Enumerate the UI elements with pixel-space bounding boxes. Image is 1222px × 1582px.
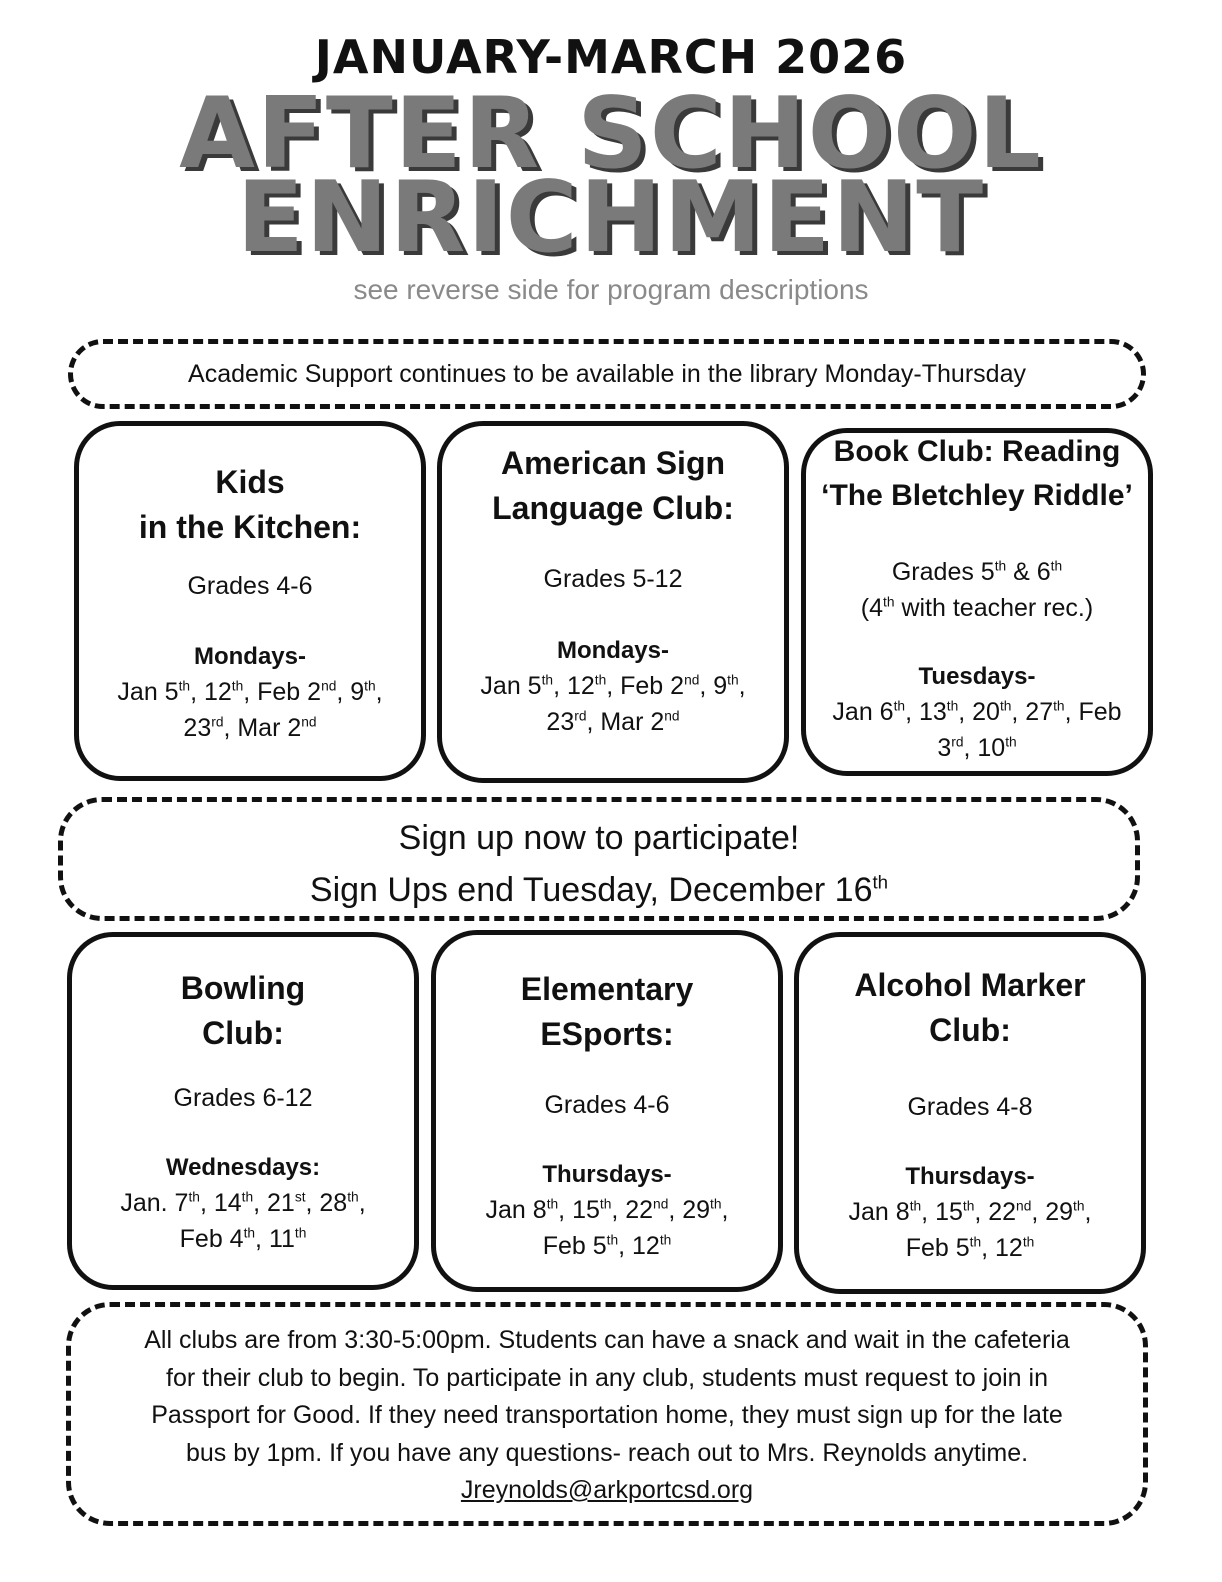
academic-support-text: Academic Support continues to be available in the library Monday-Thursday xyxy=(188,359,1026,388)
club-grades xyxy=(806,554,1148,626)
club-grades: Grades 6-12 xyxy=(173,1084,313,1112)
club-name-line1: Elementary xyxy=(520,971,694,1007)
club-name-line2: Language Club: xyxy=(492,490,734,526)
club-name-line2: Club: xyxy=(929,1012,1011,1048)
info-footer xyxy=(66,1302,1148,1526)
club-grades: Grades 4-6 xyxy=(544,1091,670,1119)
footer-line4: bus by 1pm. If you have any questions- reach out to Mrs. Reynolds anytime. xyxy=(185,1438,1029,1467)
club-dates-line2: 23rd, Mar 2nd xyxy=(183,714,317,742)
club-dates xyxy=(72,1185,414,1257)
club-grades-note: (4th with teacher rec.) xyxy=(860,594,1094,622)
club-card-bowling xyxy=(67,932,419,1290)
club-name-line1: Book Club: Reading xyxy=(833,435,1121,468)
subtitle: see reverse side for program descriptions xyxy=(353,274,869,305)
signup-line2: Sign Ups end Tuesday, December 16th xyxy=(309,871,889,909)
club-dates-line2: 23rd, Mar 2nd xyxy=(546,708,680,736)
club-dates-line2: Feb 4th, 11th xyxy=(179,1225,307,1253)
club-day: Mondays- xyxy=(193,643,306,670)
footer-line3: Passport for Good. If they need transportation home, they must sign up for the late xyxy=(151,1401,1063,1429)
club-name-line2: ESports: xyxy=(540,1016,674,1052)
club-name-line2: in the Kitchen: xyxy=(138,509,362,545)
club-dates-line1: Jan 6th, 13th, 20th, 27th, Feb xyxy=(832,698,1122,726)
club-day: Wednesdays: xyxy=(165,1154,321,1181)
club-dates-line1: Jan 8th, 15th, 22nd, 29th, xyxy=(848,1198,1092,1226)
club-card-alcohol-marker xyxy=(794,932,1146,1294)
signup-line1: Sign up now to participate! xyxy=(398,819,800,857)
club-name xyxy=(799,963,1141,1053)
club-grades: Grades 4-6 xyxy=(187,572,313,600)
club-grades: Grades 5-12 xyxy=(543,565,683,593)
footer-line2: for their club to begin. To participate in any club, students must request to join in xyxy=(166,1363,1048,1392)
club-name-line2: Club: xyxy=(202,1015,284,1051)
club-day: Tuesdays- xyxy=(918,663,1036,690)
club-day: Thursdays- xyxy=(542,1161,672,1188)
club-dates-line1: Jan 5th, 12th, Feb 2nd, 9th, xyxy=(480,672,746,700)
club-dates-line1: Jan. 7th, 14th, 21st, 28th, xyxy=(120,1189,366,1217)
club-day: Thursdays- xyxy=(905,1163,1035,1190)
club-name-line2: ‘The Bletchley Riddle’ xyxy=(821,479,1133,512)
club-name xyxy=(436,967,778,1057)
club-name xyxy=(442,441,784,531)
title-line-1: AFTER SCHOOL xyxy=(179,77,1043,191)
club-dates xyxy=(799,1194,1141,1266)
club-dates-line1: Jan 5th, 12th, Feb 2nd, 9th, xyxy=(117,678,383,706)
date-range-heading: JANUARY-MARCH 2026 xyxy=(314,30,908,84)
club-name xyxy=(806,430,1148,518)
club-card-esports xyxy=(431,930,783,1292)
club-name-line1: Kids xyxy=(215,464,285,500)
club-grades: Grades 4-8 xyxy=(907,1093,1033,1121)
club-name xyxy=(72,966,414,1056)
club-name-line1: American Sign xyxy=(500,445,726,481)
footer-line1: All clubs are from 3:30-5:00pm. Students can have a snack and wait in the cafeteria xyxy=(144,1326,1070,1354)
club-dates xyxy=(436,1192,778,1264)
club-dates xyxy=(79,674,421,746)
club-dates-line2: Feb 5th, 12th xyxy=(542,1232,672,1260)
club-card-kids-kitchen xyxy=(74,421,426,781)
title-line-2: ENRICHMENT xyxy=(236,161,986,275)
club-name xyxy=(79,460,421,550)
club-grades-line1: Grades 5th & 6th xyxy=(891,558,1063,586)
club-name-line1: Bowling xyxy=(180,970,306,1006)
club-dates xyxy=(806,694,1148,766)
club-name-line1: Alcohol Marker xyxy=(854,967,1086,1003)
club-day: Mondays- xyxy=(556,637,669,664)
contact-email-link[interactable]: Jreynolds@arkportcsd.org xyxy=(460,1476,754,1504)
club-dates-line2: 3rd, 10th xyxy=(937,734,1017,762)
club-card-book-club xyxy=(801,428,1153,776)
academic-support-banner xyxy=(68,339,1146,409)
club-dates xyxy=(442,668,784,740)
club-dates-line2: Feb 5th, 12th xyxy=(905,1234,1035,1262)
signup-banner xyxy=(58,797,1140,921)
club-card-asl xyxy=(437,421,789,783)
club-dates-line1: Jan 8th, 15th, 22nd, 29th, xyxy=(485,1196,729,1224)
